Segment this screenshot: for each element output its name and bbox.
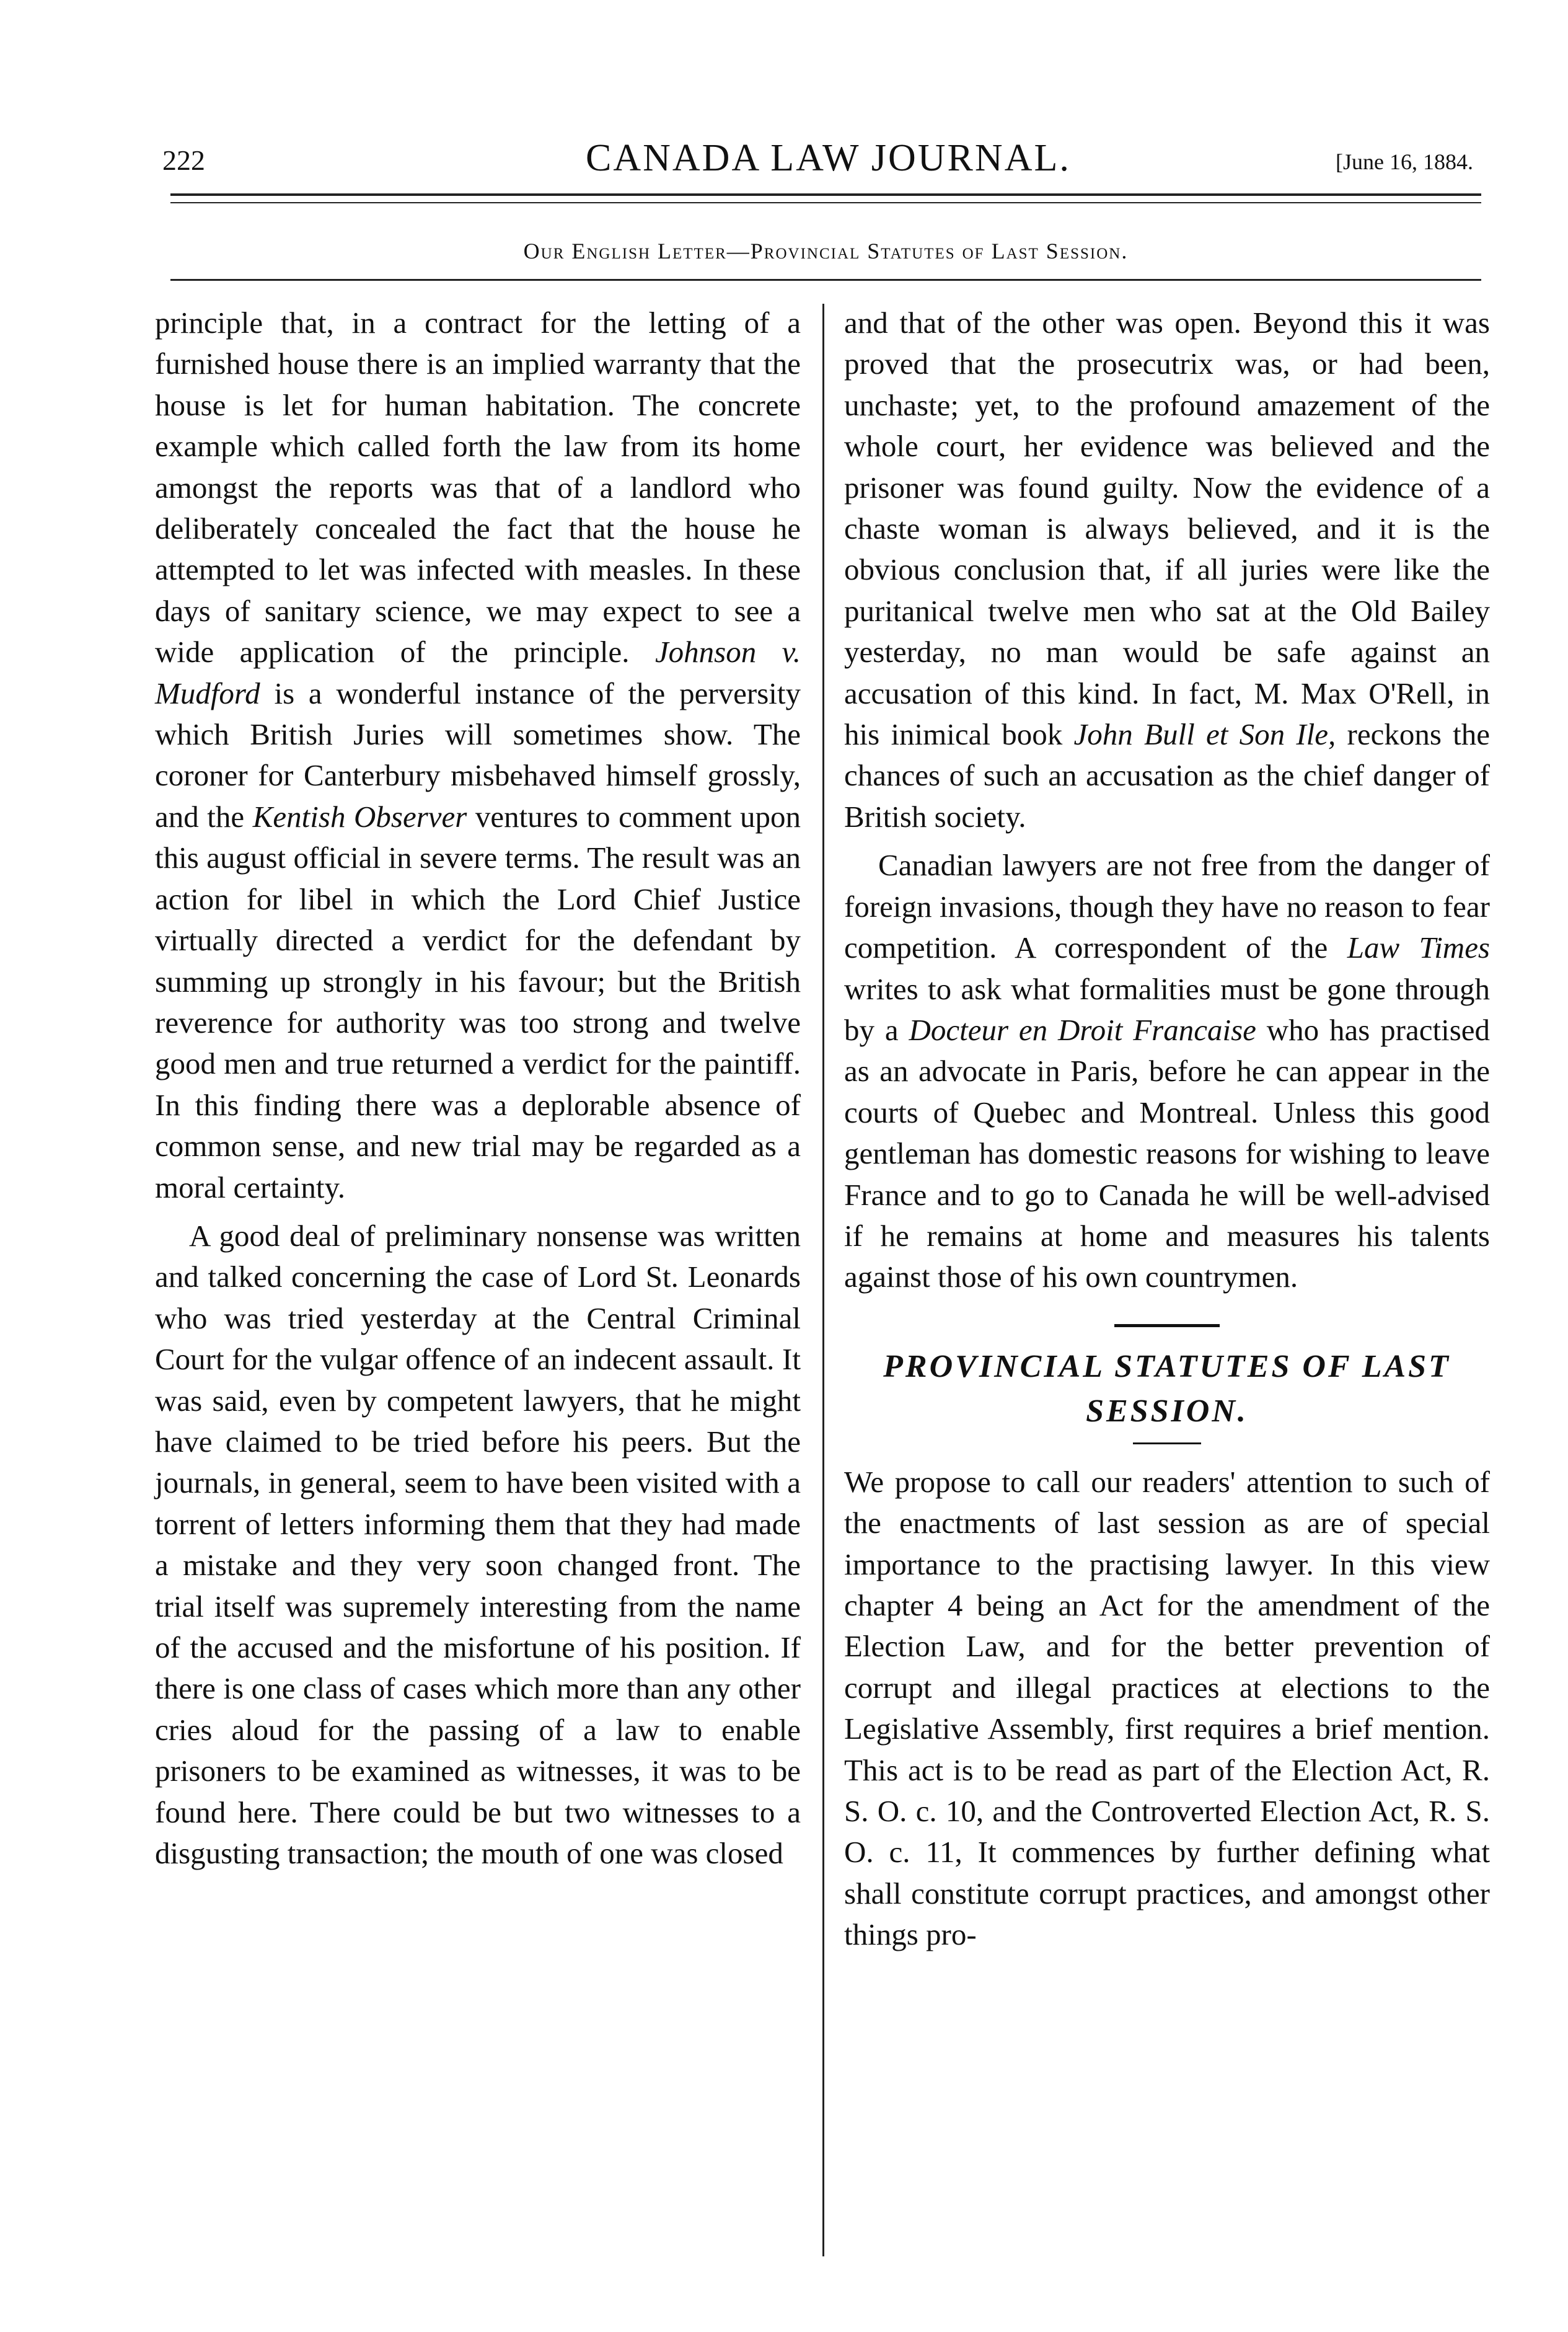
right-paragraph-1 (844, 303, 1490, 837)
newspaper-name: Kentish Observer (252, 799, 467, 834)
left-p1-text-c: ventures to comment upon this august official in severe terms. The result was an action for libel in which the Lord Chief Justice virtually directed a verdict for the defendant by summing up strongly in his favour; but the British reverence for authority was too strong and twelve good men and true returned a verdict for the paintiff. In this finding there was a deplorable absence of common sense, and new trial may be regarded as a moral certainty. (155, 799, 801, 1204)
section-title (844, 1345, 1490, 1434)
right-p2-text-c: who has practised as an advocate in Paris, before he can appear in the courts of Quebec and Montreal. Unless this good gentleman has domestic reasons for wishing to leave France and to go to Canada he will be well-advised if he remains at home and measures his talents against those of his own countrymen. (844, 1012, 1491, 1294)
right-p2-text: Canadian lawyers are not free from the danger of foreign invasions, though they have no reason to fear competition. A correspondent of the (844, 848, 1490, 965)
docteur-title: Docteur en Droit Francaise (909, 1012, 1256, 1047)
right-p1-text-b: reckons the chances of such an accusation as the chief danger of British society. (844, 717, 1491, 834)
book-title: John Bull et Son Ile, (1073, 717, 1336, 752)
column-divider (822, 304, 824, 2256)
right-column (844, 303, 1490, 1956)
right-paragraph-3: We propose to call our readers' attention to such of the enactments of last session as are of special importance to the practising lawyer. In this view chapter 4 being an Act for the amendment of the Election Law, and for the better prevention of corrupt and illegal practices at elections to the Legislative Assembly, first requires a brief mention. This act is to be read as part of the Election Act, R. S. O. c. 10, and the Controverted Election Act, R. S. O. c. 11, It commences by further defining what shall constitute corrupt practices, and amongst other things pro- (844, 1464, 1490, 1952)
left-p1-text-b: is a wonderful instance of the perversity which British Juries will sometimes show. The coroner for Canterbury misbehaved himself grossly, and the (155, 676, 801, 834)
case-name: Johnson v. Mudford (155, 635, 801, 710)
journal-title: CANADA LAW JOURNAL. (586, 137, 1071, 179)
right-p2-text-b: writes to ask what formalities must be gone through by a (844, 971, 1490, 1047)
right-p1-text: and that of the other was open. Beyond this it was proved that the prosecutrix was, or had been, unchaste; yet, to the profound amazement of the whole court, her evidence was believed and the prisoner was found guilty. Now the evidence of a chaste woman is always believed, and it is the obvious conclusion that, if all juries were like the puritanical twelve men who sat at the Old Bailey yesterday, no man would be safe against an accusation of this kind. In fact, M. Max O'Rell, in his inimical book (844, 306, 1490, 752)
left-p1-text: principle that, in a contract for the letting of a furnished house there is an implied warranty that the house is let for human habitation. The concrete example which called forth the law from its home amongst the reports was that of a landlord who deliberately concealed the fact that the house he attempted to let was infected with measles. In these days of sanitary science, we may expect to see a wide application of the principle. (155, 306, 801, 669)
page-number: 222 (162, 144, 205, 176)
running-head-rule (170, 279, 1481, 281)
section-title-line2: SESSION. (1086, 1393, 1248, 1429)
header-rule-bottom (170, 202, 1481, 203)
left-paragraph-2: A good deal of preliminary nonsense was written and talked concerning the case of Lord St. Leonards who was tried yesterday at the Central Criminal Court for the vulgar offence of an indecent assault. It was said, even by competent lawyers, that he might have claimed to be tried before his peers. But the journals, in general, seem to have been visited with a torrent of letters informing them that they had made a mistake and they very soon changed front. The trial itself was supremely interesting from the name of the accused and the misfortune of his position. If there is one class of cases which more than any other cries aloud for the passing of a law to enable prisoners to be examined as witnesses, it was to be found here. There could be but two witnesses to a disgusting transaction; the mouth of one was closed (155, 1218, 801, 1871)
section-title-line1: PROVINCIAL STATUTES OF LAST (883, 1348, 1451, 1384)
header-rule-top (170, 193, 1481, 196)
left-paragraph-1 (155, 303, 801, 1208)
running-head: Our English Letter—Provincial Statutes of Last Session. (523, 239, 1129, 263)
right-paragraph-2 (844, 845, 1490, 1297)
left-column (155, 303, 801, 1874)
issue-date: [June 16, 1884. (1336, 149, 1473, 174)
law-times-name: Law Times (1347, 930, 1491, 965)
section-rule (1114, 1324, 1220, 1327)
section-title-underline (1133, 1442, 1201, 1444)
